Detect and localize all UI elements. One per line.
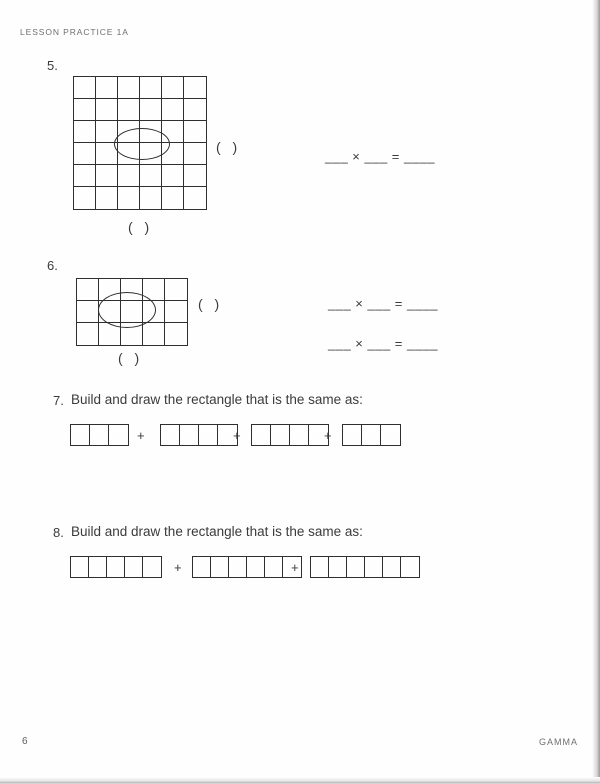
grid-cell bbox=[184, 99, 206, 121]
strip-8-3 bbox=[310, 556, 420, 578]
grid-cell bbox=[118, 165, 140, 187]
prompt-problem-8: Build and draw the rectangle that is the same as: bbox=[71, 524, 363, 539]
equation-5-1[interactable]: ___ × ___ = ____ bbox=[325, 149, 435, 164]
strip-7-2 bbox=[160, 424, 238, 446]
grid-cell bbox=[96, 77, 118, 99]
strip-7-3 bbox=[251, 424, 329, 446]
grid-cell bbox=[140, 99, 162, 121]
footer-brand: GAMMA bbox=[538, 737, 578, 747]
grid-cell bbox=[74, 99, 96, 121]
strip-7-1 bbox=[70, 424, 129, 446]
equation-6-2[interactable]: ___ × ___ = ____ bbox=[328, 336, 438, 351]
grid-cell bbox=[184, 187, 206, 209]
unit-square bbox=[290, 425, 309, 445]
grid-cell bbox=[162, 99, 184, 121]
unit-square bbox=[199, 425, 218, 445]
unit-square bbox=[271, 425, 290, 445]
grid-cell bbox=[184, 77, 206, 99]
unit-square bbox=[343, 425, 362, 445]
problem-number-5: 5. bbox=[47, 58, 58, 73]
problem-number-7: 7. bbox=[53, 393, 64, 408]
equation-6-1[interactable]: ___ × ___ = ____ bbox=[328, 296, 438, 311]
ellipse-marker-6 bbox=[98, 292, 156, 328]
plus-8-1: + bbox=[174, 560, 182, 575]
strip-8-2 bbox=[192, 556, 302, 578]
unit-square bbox=[401, 557, 419, 577]
unit-square bbox=[193, 557, 211, 577]
side-label-6[interactable]: ( ) bbox=[198, 296, 224, 312]
grid-cell bbox=[96, 165, 118, 187]
grid-cell bbox=[162, 77, 184, 99]
grid-cell bbox=[77, 323, 99, 345]
strip-7-4 bbox=[342, 424, 401, 446]
grid-cell bbox=[77, 301, 99, 323]
grid-cell bbox=[74, 143, 96, 165]
grid-cell bbox=[96, 187, 118, 209]
problem-number-6: 6. bbox=[47, 258, 58, 273]
grid-cell bbox=[162, 187, 184, 209]
grid-cell bbox=[74, 165, 96, 187]
unit-square bbox=[311, 557, 329, 577]
unit-square bbox=[161, 425, 180, 445]
plus-7-3: + bbox=[324, 428, 332, 443]
grid-cell bbox=[118, 99, 140, 121]
grid-cell bbox=[140, 187, 162, 209]
grid-cell bbox=[184, 121, 206, 143]
grid-cell bbox=[140, 77, 162, 99]
page-header-label: LESSON PRACTICE 1A bbox=[20, 27, 129, 37]
unit-square bbox=[71, 425, 90, 445]
ellipse-marker-5 bbox=[114, 128, 170, 160]
problem-number-8: 8. bbox=[53, 525, 64, 540]
unit-square bbox=[109, 425, 128, 445]
plus-7-1: + bbox=[137, 428, 145, 443]
grid-cell bbox=[162, 165, 184, 187]
unit-square bbox=[89, 557, 107, 577]
unit-square bbox=[381, 425, 400, 445]
unit-square bbox=[125, 557, 143, 577]
unit-square bbox=[383, 557, 401, 577]
grid-cell bbox=[74, 121, 96, 143]
unit-square bbox=[211, 557, 229, 577]
unit-square bbox=[107, 557, 125, 577]
grid-cell bbox=[140, 165, 162, 187]
page-edge-right bbox=[592, 0, 600, 783]
grid-cell bbox=[74, 77, 96, 99]
grid-cell bbox=[118, 187, 140, 209]
grid-cell bbox=[165, 301, 187, 323]
grid-cell bbox=[143, 323, 165, 345]
grid-cell bbox=[165, 279, 187, 301]
unit-square bbox=[265, 557, 283, 577]
unit-square bbox=[143, 557, 161, 577]
strip-8-1 bbox=[70, 556, 162, 578]
unit-square bbox=[347, 557, 365, 577]
unit-square bbox=[229, 557, 247, 577]
page-edge-bottom bbox=[0, 777, 600, 783]
grid-cell bbox=[165, 323, 187, 345]
bottom-label-6[interactable]: ( ) bbox=[118, 350, 144, 366]
unit-square bbox=[247, 557, 265, 577]
grid-cell bbox=[96, 99, 118, 121]
unit-square bbox=[365, 557, 383, 577]
footer-page-number: 6 bbox=[22, 736, 28, 747]
unit-square bbox=[362, 425, 381, 445]
grid-cell bbox=[74, 187, 96, 209]
side-label-5[interactable]: ( ) bbox=[216, 139, 242, 155]
plus-8-2: + bbox=[291, 560, 299, 575]
grid-cell bbox=[118, 77, 140, 99]
bottom-label-5[interactable]: ( ) bbox=[128, 219, 154, 235]
plus-7-2: + bbox=[233, 428, 241, 443]
grid-cell bbox=[77, 279, 99, 301]
unit-square bbox=[90, 425, 109, 445]
grid-cell bbox=[184, 165, 206, 187]
prompt-problem-7: Build and draw the rectangle that is the same as: bbox=[71, 392, 363, 407]
unit-square bbox=[329, 557, 347, 577]
unit-square bbox=[180, 425, 199, 445]
grid-cell bbox=[184, 143, 206, 165]
unit-square bbox=[252, 425, 271, 445]
unit-square bbox=[71, 557, 89, 577]
